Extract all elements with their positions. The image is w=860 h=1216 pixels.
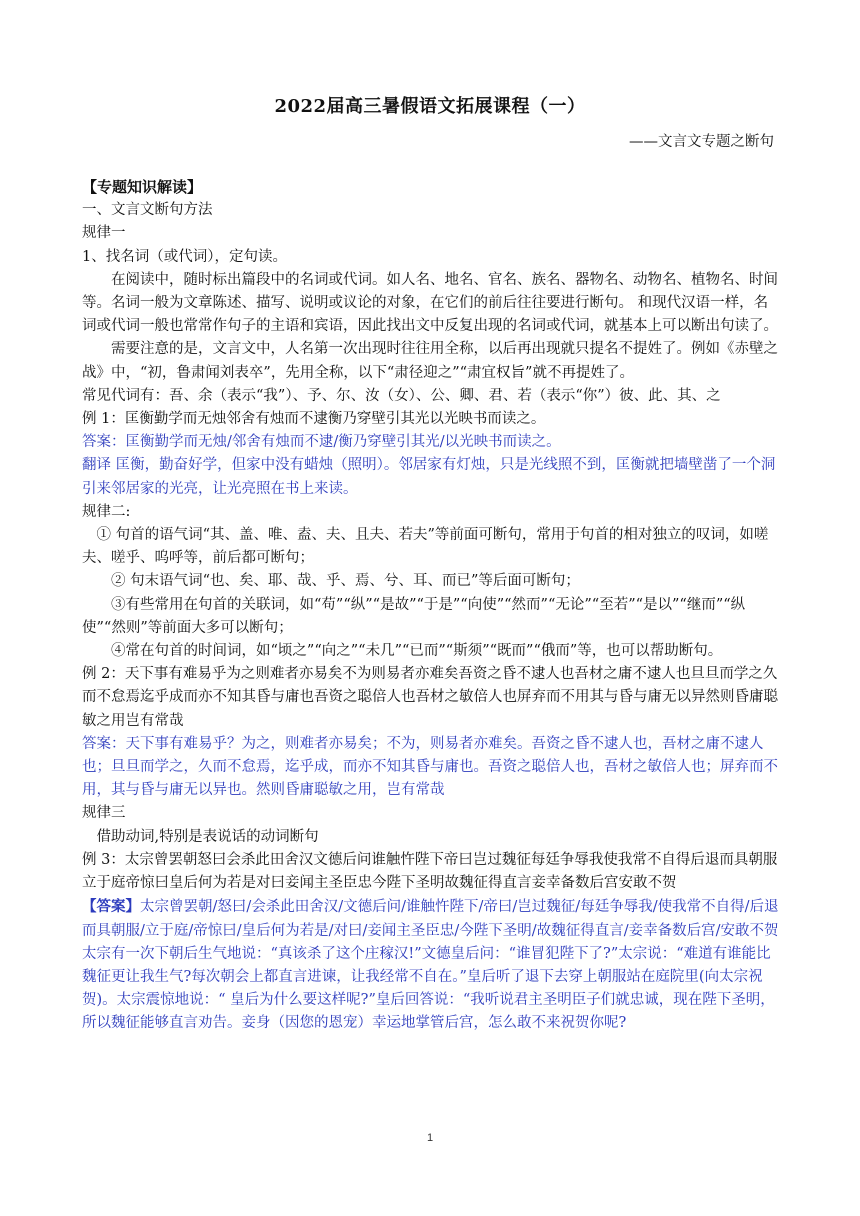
rule2-label: 规律二: <box>82 503 131 520</box>
rule1-pronouns: 常见代词有：吾、余（表示“我”）、予、尔、汝（女）、公、卿、君、若（表示“你”）彼、此、其、之 <box>82 387 721 404</box>
page-number: 1 <box>426 1132 434 1144</box>
example-3-answer <box>82 895 782 942</box>
rule1-label: 规律一 <box>82 225 126 242</box>
rule2-item-3: ③有些常用在句首的关联词，如“苟”“纵”“是故”“于是”“向使”“然而”“无论”“至若”“是以”“继而”“纵使”“然则”等前面大多可以断句； <box>82 596 746 636</box>
rule1-point: 1、找名词（或代词），定句读。 <box>82 248 287 265</box>
rule3-point: 借助动词,特别是表说话的动词断句 <box>96 828 319 845</box>
rule3-label: 规律三 <box>82 805 126 822</box>
document-body <box>82 176 782 1036</box>
answer-text: 太宗曾罢朝/怒曰/会杀此田舍汉/文德后问/谁触忤陛下/帝曰/岂过魏征/每廷争辱我/使我常不自得/后退而具朝服/立于庭/帝惊曰/皇后何为若是/对曰/妾闻主圣臣忠/今陛下圣明/故魏征得直言/妾幸备数后宫/安敢不贺 <box>82 899 779 939</box>
document-title: 2022届高三暑假语文拓展课程（一） <box>274 96 586 117</box>
document-subtitle: ——文言文专题之断句 <box>629 134 774 150</box>
rule1-paragraph-2: 需要注意的是，文言文中，人名第一次出现时往往用全称，以后再出现就只提名不提姓了。例如《赤壁之战》中，“初，鲁肃闻刘表卒”，先用全称，以下“肃径迎之”“肃宜权旨”就不再提姓了。 <box>82 341 778 381</box>
example-3: 例 3：太宗曾罢朝怒曰会杀此田舍汉文德后问谁触忤陛下帝曰岂过魏征每廷争辱我使我常不自得后退而具朝服立于庭帝惊曰皇后何为若是对曰妾闻主圣臣忠今陛下圣明故魏征得直言妾幸备数后宫安敢不贺 <box>82 851 778 892</box>
answer-label: 【答案】 <box>82 898 140 916</box>
rule1-paragraph-1: 在阅读中，随时标出篇段中的名词或代词。如人名、地名、官名、族名、器物名、动物名、植物名、时间等。名词一般为文章陈述、描写、说明或议论的对象，在它们的前后往往要进行断句。 和现代汉语一样，名词或代词一般也常常作句子的主语和宾语，因此找出文中反复出现的名词或代词，就基本上可以断出句读了。 <box>82 271 778 335</box>
example-1-answer: 答案：匡衡勤学而无烛/邻舍有烛而不逮/衡乃穿壁引其光/以光映书而读之。 <box>82 434 561 451</box>
rule2-item-2: ② 句末语气词“也、矣、耶、哉、乎、焉、兮、耳、而已”等后面可断句； <box>111 573 580 590</box>
example-2: 例 2：天下事有难易乎为之则难者亦易矣不为则易者亦难矣吾资之昏不逮人也吾材之庸不逮人也旦旦而学之久而不怠焉迄乎成而亦不知其昏与庸也吾资之聪倍人也吾材之敏倍人也屏弃而不用其与昏与庸无以异然则昏庸聪敏之用岂有常哉 <box>82 666 778 729</box>
part-heading: 一、文言文断句方法 <box>82 202 213 219</box>
section-heading: 【专题知识解读】 <box>82 178 203 196</box>
example-1-translation: 翻译 匡衡，勤奋好学，但家中没有蜡烛（照明）。邻居家有灯烛，只是光线照不到，匡衡就把墙壁凿了一个洞引来邻居家的光亮，让光亮照在书上来读。 <box>82 457 776 497</box>
rule2-item-4: ④常在句首的时间词，如“顷之”“向之”“未几”“已而”“斯须”“既而”“俄而”等，也可以帮助断句。 <box>111 643 723 660</box>
rule2-item-1: ① 句首的语气词“其、盖、唯、盍、夫、且夫、若夫”等前面可断句，常用于句首的相对独立的叹词，如嗟夫、嗟乎、呜呼等，前后都可断句； <box>82 527 769 567</box>
example-2-answer: 答案：天下事有难易乎？为之，则难者亦易矣；不为，则易者亦难矣。吾资之昏不逮人也，吾材之庸不逮人也；旦旦而学之，久而不怠焉，迄乎成，而亦不知其昏与庸也。吾资之聪倍人也，吾材之敏倍人也；屏弃而不用，其与昏与庸无以异也。然则昏庸聪敏之用，岂有常哉 <box>82 735 778 799</box>
example-3-translation: 太宗有一次下朝后生气地说：“真该杀了这个庄稼汉!”文德皇后问：“谁冒犯陛下了?”太宗说：“难道有谁能比魏征更让我生气?每次朝会上都直言进谏，让我经常不自在。”皇后听了退下去穿上朝服站在庭院里(向太宗祝贺)。太宗震惊地说：“ 皇后为什么要这样呢?”皇后回答说：“我听说君主圣明臣子们就忠诚，现在陛下圣明，所以魏征能够直言劝告。妾身（因您的恩宠）幸运地掌管后宫，怎么敢不来祝贺你呢? <box>82 945 775 1032</box>
example-1: 例 1：匡衡勤学而无烛邻舍有烛而不逮衡乃穿壁引其光以光映书而读之。 <box>82 411 546 428</box>
